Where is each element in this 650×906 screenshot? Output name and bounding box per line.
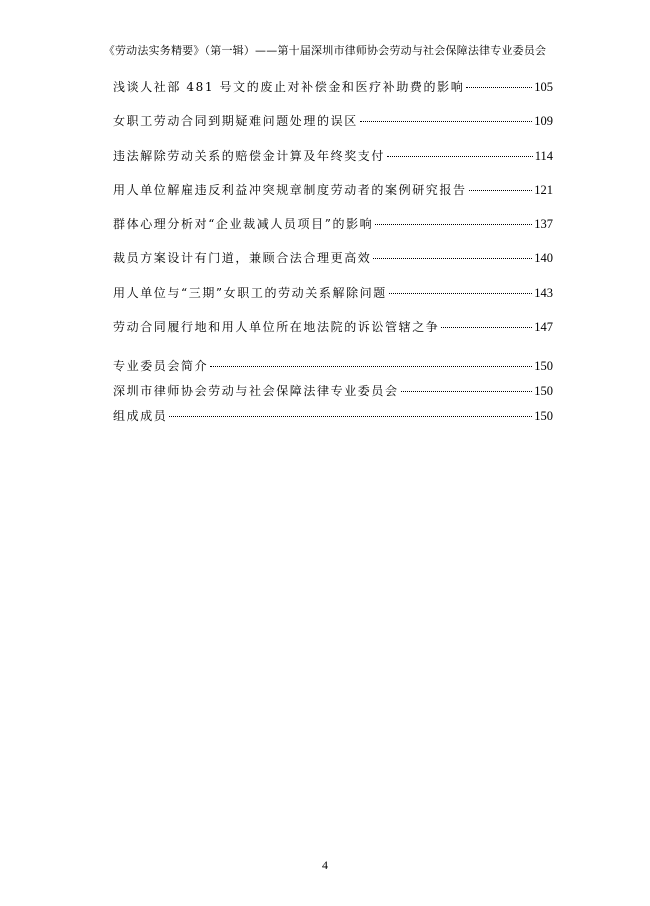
toc-entry-title: 专业委员会简介 xyxy=(113,359,209,373)
toc-dot-leader xyxy=(387,156,533,157)
toc-entry[interactable] xyxy=(113,319,553,335)
toc-entry-page: 137 xyxy=(534,217,553,231)
page-number: 4 xyxy=(322,858,328,872)
toc-dot-leader xyxy=(469,190,533,191)
toc-entry-title: 裁员方案设计有门道，兼顾合法合理更高效 xyxy=(113,251,372,265)
toc-entry-title: 劳动合同履行地和用人单位所在地法院的诉讼管辖之争 xyxy=(113,320,440,334)
toc-entry-page: 143 xyxy=(534,286,553,300)
running-header: 《劳动法实务精要》（第一辑）——第十届深圳市律师协会劳动与社会保障法律专业委员会 xyxy=(103,44,547,57)
toc-entry-page: 109 xyxy=(534,114,553,128)
toc-entry[interactable] xyxy=(113,148,553,164)
toc-dot-leader xyxy=(210,366,532,367)
toc-entry[interactable] xyxy=(113,113,553,129)
toc-entry[interactable] xyxy=(113,383,553,399)
toc-entry-title: 女职工劳动合同到期疑难问题处理的误区 xyxy=(113,114,358,128)
toc-entry-title: 组成成员 xyxy=(113,409,168,423)
toc-entry[interactable] xyxy=(113,250,553,266)
toc-dot-leader xyxy=(360,121,532,122)
toc-entry[interactable] xyxy=(113,408,553,424)
toc-entry-page: 105 xyxy=(534,80,553,94)
toc-dot-leader xyxy=(401,391,533,392)
toc-dot-leader xyxy=(373,258,532,259)
toc-entry-page: 147 xyxy=(534,320,553,334)
toc-dot-leader xyxy=(169,416,532,417)
toc-entry-title: 用人单位与“三期”女职工的劳动关系解除问题 xyxy=(113,286,387,300)
toc-entry-page: 114 xyxy=(534,149,553,163)
toc-entry[interactable] xyxy=(113,182,553,198)
toc-entry-title: 浅谈人社部 481 号文的废止对补偿金和医疗补助费的影响 xyxy=(113,80,465,94)
toc-dot-leader xyxy=(389,293,532,294)
toc-entry-page: 150 xyxy=(534,409,553,423)
toc-entry-title: 违法解除劳动关系的赔偿金计算及年终奖支付 xyxy=(113,149,386,163)
toc-entry-title: 深圳市律师协会劳动与社会保障法律专业委员会 xyxy=(113,384,399,398)
toc-entry-page: 150 xyxy=(534,359,553,373)
toc-entry-page: 150 xyxy=(534,384,553,398)
toc-dot-leader xyxy=(441,327,532,328)
toc-entry[interactable] xyxy=(113,358,553,374)
toc-entry-title: 用人单位解雇违反利益冲突规章制度劳动者的案例研究报告 xyxy=(113,183,467,197)
toc-entry-title: 群体心理分析对“企业裁减人员项目”的影响 xyxy=(113,217,374,231)
toc-entry[interactable] xyxy=(113,79,553,95)
toc-dot-leader xyxy=(466,87,532,88)
toc-entry-page: 121 xyxy=(534,183,553,197)
toc-entry[interactable] xyxy=(113,285,553,301)
toc-entry-page: 140 xyxy=(534,251,553,265)
toc-entry[interactable] xyxy=(113,216,553,232)
toc-dot-leader xyxy=(375,224,532,225)
